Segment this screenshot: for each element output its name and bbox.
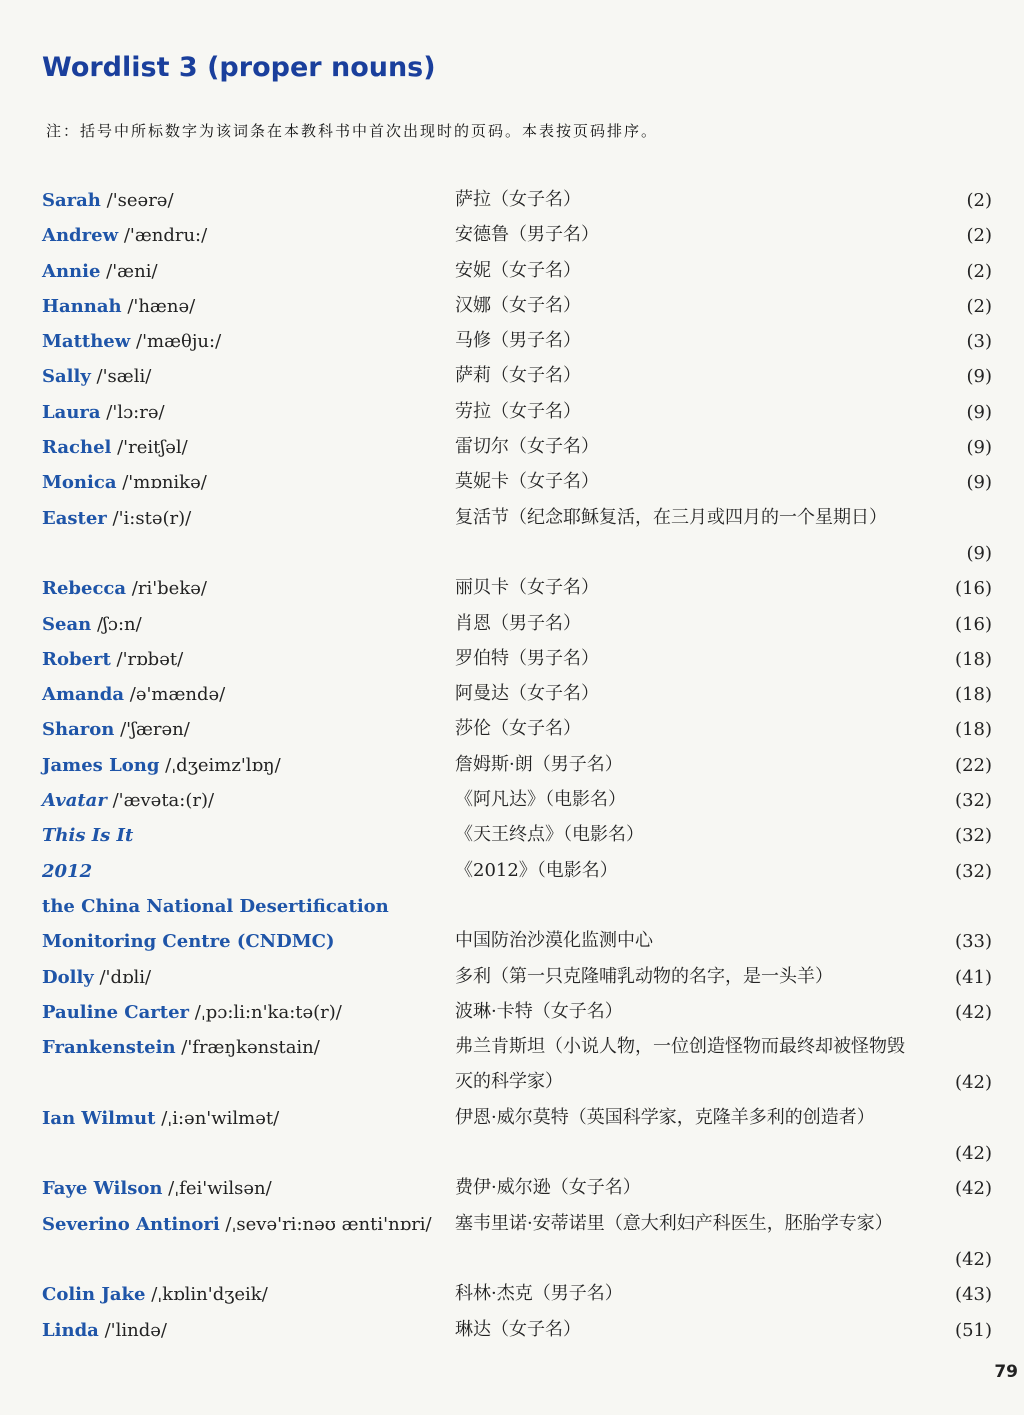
- entry-page: (42): [955, 1072, 992, 1094]
- note-text: 注：括号中所标数字为该词条在本教科书中首次出现时的页码。本表按页码排序。: [46, 122, 659, 140]
- entry-meaning: 萨拉（女子名）: [455, 189, 581, 210]
- list-item: [0, 751, 1024, 786]
- entry-word: Frankenstein: [42, 1037, 176, 1059]
- entry-word: Ian Wilmut: [42, 1107, 156, 1129]
- entry-page: (2): [966, 295, 992, 317]
- entry-meaning: 莫妮卡（女子名）: [455, 471, 599, 493]
- entry-word: Faye Wilson: [42, 1178, 163, 1200]
- list-item: [0, 927, 1024, 962]
- entry-meaning: 萨莉（女子名）: [455, 365, 581, 387]
- entry-meaning: 雷切尔（女子名）: [455, 436, 599, 458]
- entry-meaning: 肖恩（男子名）: [455, 612, 581, 634]
- entry-ipa: /'reitʃəl/: [117, 437, 188, 459]
- entry-ipa: /'dɒli/: [99, 966, 152, 988]
- entry-word: Hannah: [42, 295, 122, 317]
- entry-page: (9): [966, 366, 992, 388]
- entry-word: Easter: [42, 507, 107, 529]
- list-item: [0, 398, 1024, 433]
- entry-ipa: /ˌpɔ:li:n'ka:tə(r)/: [194, 1001, 342, 1023]
- entry-meaning: 安德鲁（男子名）: [455, 224, 599, 246]
- list-item: [0, 1280, 1024, 1315]
- entry-page: (9): [966, 472, 992, 494]
- entry-ipa: /ə'mændə/: [129, 684, 226, 706]
- list-item: [0, 504, 1024, 575]
- entry-page: (43): [955, 1284, 992, 1306]
- entry-ipa: /'mɒnikə/: [122, 472, 207, 494]
- wordlist: [0, 186, 1024, 1351]
- entry-word: Severino Antinori: [42, 1213, 220, 1235]
- entry-meaning: 安妮（女子名）: [455, 259, 581, 281]
- entry-ipa: /'i:stə(r)/: [112, 507, 192, 529]
- entry-page: (51): [955, 1319, 992, 1341]
- list-item: [0, 645, 1024, 680]
- page-number: 79: [994, 1362, 1018, 1382]
- entry-ipa: /'lində/: [104, 1319, 167, 1341]
- entry-page: (42): [955, 1001, 992, 1023]
- list-item: [0, 1210, 1024, 1281]
- entry-meaning: 丽贝卡（女子名）: [455, 577, 599, 599]
- list-item: [0, 998, 1024, 1033]
- list-item: [0, 1104, 1024, 1175]
- entry-ipa: /'hænə/: [127, 295, 196, 317]
- entry-ipa: /ʃɔ:n/: [96, 613, 142, 635]
- entry-word: Andrew: [42, 225, 119, 247]
- entry-meaning: 罗伯特（男子名）: [455, 647, 599, 669]
- entry-meaning: 塞韦里诺·安蒂诺里（意大利妇产科医生，胚胎学专家）: [455, 1212, 893, 1234]
- entry-ipa: /'ændru:/: [123, 225, 208, 247]
- entry-word: Sean: [42, 613, 92, 635]
- entry-word: James Long: [42, 754, 160, 776]
- list-item: [0, 1033, 1024, 1104]
- entry-ipa: /'rɒbət/: [116, 648, 184, 670]
- entry-page: (2): [966, 260, 992, 282]
- entry-word: Annie: [42, 260, 101, 282]
- entry-word: Robert: [42, 648, 111, 670]
- list-item: [0, 786, 1024, 821]
- entry-ipa: /ˌkɒlin'dʒeik/: [151, 1284, 268, 1306]
- entry-word: Dolly: [42, 966, 94, 988]
- entry-word: Colin Jake: [42, 1284, 146, 1306]
- list-item: [0, 821, 1024, 856]
- entry-ipa: /ˌdʒeimz'lɒŋ/: [165, 754, 281, 776]
- list-item: [0, 715, 1024, 750]
- entry-page: (2): [966, 225, 992, 247]
- list-item: [0, 257, 1024, 292]
- entry-page: (42): [955, 1248, 992, 1270]
- entry-page: (18): [955, 684, 992, 706]
- entry-meaning: 阿曼达（女子名）: [455, 683, 599, 705]
- list-item: [0, 327, 1024, 362]
- list-item: [0, 857, 1024, 892]
- entry-word: Linda: [42, 1319, 99, 1341]
- entry-page: (3): [966, 331, 992, 353]
- entry-page: (32): [955, 790, 992, 812]
- entry-ipa: /ˌi:ən'wilmət/: [161, 1107, 280, 1129]
- entry-ipa: /'lɔ:rə/: [106, 401, 165, 423]
- entry-meaning: 琳达（女子名）: [455, 1318, 581, 1340]
- entry-ipa: /'ʃærən/: [120, 719, 190, 741]
- entry-ipa: /'ævəta:(r)/: [112, 790, 215, 812]
- entry-ipa: /ri'bekə/: [131, 578, 207, 600]
- entry-meaning: 多利（第一只克隆哺乳动物的名字，是一头羊）: [455, 965, 833, 987]
- entry-meaning: 莎伦（女子名）: [455, 718, 581, 740]
- entry-word: 2012: [42, 860, 93, 882]
- entry-word: Sharon: [42, 719, 115, 741]
- entry-word: Avatar: [42, 790, 107, 812]
- entry-meaning: 詹姆斯·朗（男子名）: [455, 753, 623, 775]
- entry-meaning: 马修（男子名）: [455, 330, 581, 352]
- list-item: [0, 963, 1024, 998]
- entry-word: Laura: [42, 401, 101, 423]
- list-item: [0, 292, 1024, 327]
- entry-word: Monitoring Centre (CNDMC): [42, 931, 335, 953]
- entry-page: (33): [955, 931, 992, 953]
- entry-word: Rebecca: [42, 578, 127, 600]
- list-item: [0, 186, 1024, 221]
- entry-meaning: 费伊·威尔逊（女子名）: [455, 1177, 641, 1199]
- entry-page: (9): [966, 542, 992, 564]
- entry-meaning: 汉娜（女子名）: [455, 294, 581, 316]
- entry-page: (18): [955, 719, 992, 741]
- list-item: [0, 610, 1024, 645]
- list-item: [0, 574, 1024, 609]
- entry-page: (32): [955, 825, 992, 847]
- entry-ipa: /'fræŋkənstain/: [181, 1037, 320, 1059]
- entry-word: Rachel: [42, 437, 112, 459]
- entry-ipa: /ˌsevə'ri:nəʊ ænti'nɒri/: [225, 1213, 432, 1235]
- page-title: Wordlist 3 (proper nouns): [42, 52, 436, 83]
- entry-word: Sarah: [42, 190, 101, 211]
- list-item: [0, 433, 1024, 468]
- entry-meaning: 《2012》（电影名）: [455, 859, 618, 881]
- entry-ipa: /'sæli/: [96, 366, 152, 388]
- list-item: [0, 362, 1024, 397]
- list-item: [0, 892, 1024, 927]
- entry-page: (9): [966, 401, 992, 423]
- entry-word: Amanda: [42, 684, 125, 706]
- list-item: [0, 1316, 1024, 1351]
- entry-meaning: 《天王终点》（电影名）: [455, 824, 644, 846]
- entry-page: (18): [955, 648, 992, 670]
- entry-meaning: 复活节（纪念耶稣复活，在三月或四月的一个星期日）: [455, 506, 887, 528]
- entry-page: (42): [955, 1178, 992, 1200]
- entry-page: (42): [955, 1142, 992, 1164]
- entry-page: (41): [955, 966, 992, 988]
- entry-word: This Is It: [42, 825, 134, 847]
- entry-word: Monica: [42, 472, 117, 494]
- list-item: [0, 468, 1024, 503]
- entry-word: the China National Desertification: [42, 895, 389, 917]
- entry-meaning: 劳拉（女子名）: [455, 400, 581, 422]
- entry-meaning: 《阿凡达》（电影名）: [455, 789, 626, 811]
- entry-word: Sally: [42, 366, 91, 388]
- entry-page: (16): [955, 613, 992, 635]
- entry-meaning: 波琳·卡特（女子名）: [455, 1000, 623, 1022]
- entry-page: (9): [966, 437, 992, 459]
- entry-page: (16): [955, 578, 992, 600]
- entry-ipa: /ˌfei'wilsən/: [168, 1178, 272, 1200]
- entry-meaning: 科林·杰克（男子名）: [455, 1283, 623, 1305]
- list-item: [0, 1174, 1024, 1209]
- entry-meaning: 弗兰肯斯坦（小说人物，一位创造怪物而最终却被怪物毁灭的科学家）: [455, 1036, 905, 1093]
- entry-word: Pauline Carter: [42, 1001, 190, 1023]
- entry-page: (32): [955, 860, 992, 882]
- entry-ipa: /'mæθju:/: [136, 331, 222, 353]
- entry-page: (22): [955, 754, 992, 776]
- list-item: [0, 221, 1024, 256]
- entry-word: Matthew: [42, 331, 131, 353]
- entry-ipa: /'æni/: [106, 260, 158, 282]
- list-item: [0, 680, 1024, 715]
- entry-meaning: 伊恩·威尔莫特（英国科学家，克隆羊多利的创造者）: [455, 1106, 875, 1128]
- entry-ipa: /'seərə/: [106, 190, 174, 211]
- entry-page: (2): [966, 190, 992, 211]
- entry-meaning: 中国防治沙漠化监测中心: [455, 930, 653, 952]
